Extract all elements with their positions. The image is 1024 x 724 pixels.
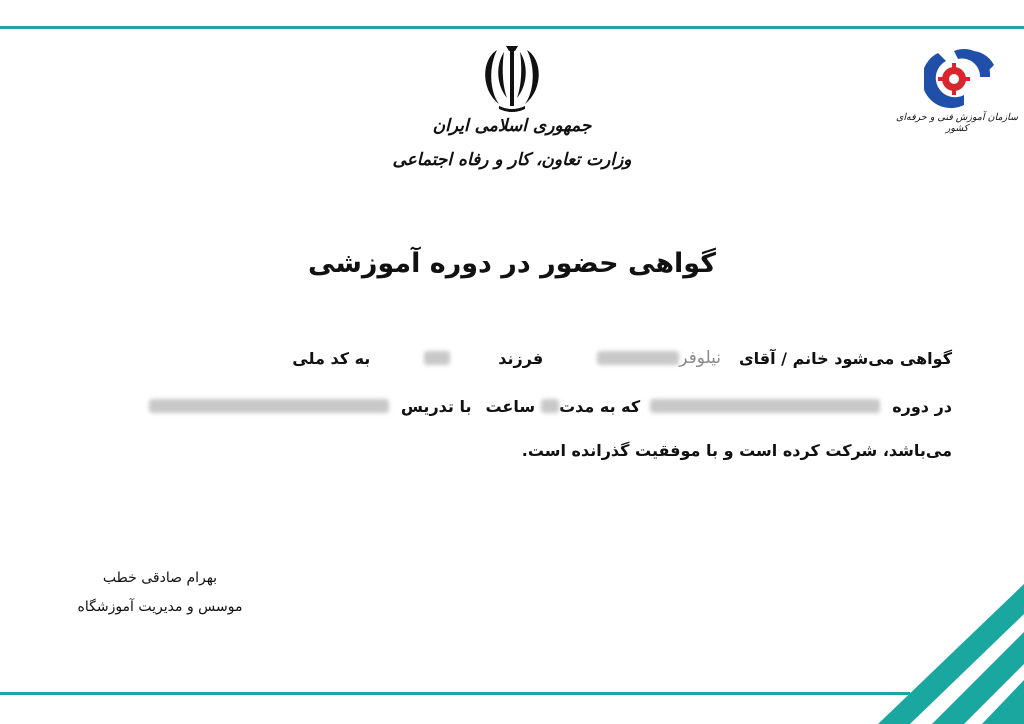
hours-label: ساعت bbox=[485, 396, 536, 416]
hours-redacted bbox=[541, 399, 559, 413]
iran-emblem-icon bbox=[475, 42, 549, 114]
national-id-label: به کد ملی bbox=[292, 348, 371, 368]
gov-line-2: وزارت تعاون، کار و رفاه اجتماعی bbox=[392, 150, 632, 170]
tvto-logo-icon bbox=[924, 47, 996, 109]
duration-label: که به مدت bbox=[559, 396, 641, 416]
corner-stripes-decoration bbox=[874, 554, 1024, 724]
course-name-redacted bbox=[650, 399, 880, 413]
signer-role: موسس و مدیریت آموزشگاه bbox=[77, 599, 243, 615]
top-border-line bbox=[0, 26, 1024, 29]
signer-name: بهرام صادقی خطب bbox=[102, 570, 218, 586]
child-of-label: فرزند bbox=[498, 348, 544, 368]
teacher-name-redacted bbox=[149, 399, 389, 413]
body-line-3: می‌باشد، شرکت کرده است و با موفقیت گذرانده است. bbox=[521, 440, 952, 460]
certify-prefix: گواهی می‌شود خانم / آقای bbox=[738, 348, 952, 368]
recipient-last-name-redacted bbox=[597, 351, 679, 365]
recipient-first-name: نیلوفر bbox=[679, 348, 721, 368]
teacher-label: با تدریس bbox=[400, 396, 472, 416]
bottom-border-line bbox=[0, 692, 910, 695]
gov-line-1: جمهوری اسلامی ایران bbox=[432, 116, 592, 136]
certificate-title: گواهی حضور در دوره آموزشی bbox=[308, 248, 716, 279]
course-label: در دوره bbox=[892, 396, 952, 416]
body-line-2 bbox=[149, 391, 952, 421]
father-name-redacted bbox=[424, 351, 450, 365]
org-name: سازمان آموزش فنی و حرفه‌ای کشور bbox=[895, 112, 1019, 134]
body-line-1 bbox=[292, 343, 952, 373]
